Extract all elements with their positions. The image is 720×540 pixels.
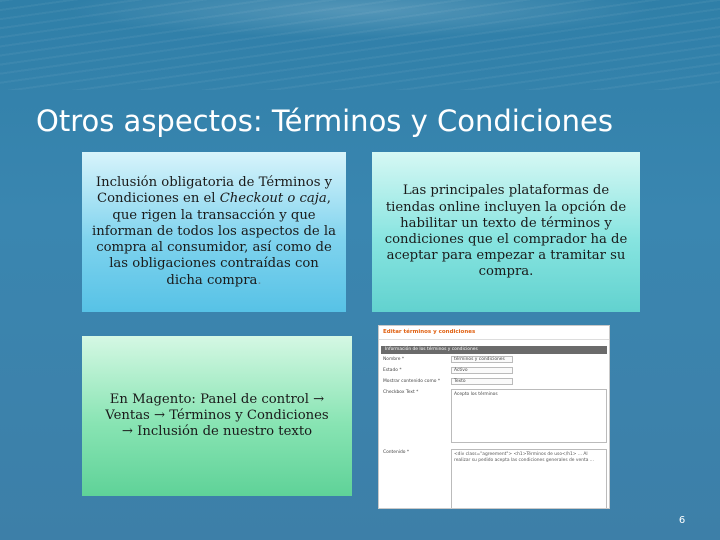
screenshot-row-display (383, 378, 605, 387)
checkout-text-end: . (257, 272, 262, 288)
screenshot-label: Checkbox Text * (383, 390, 419, 395)
checkout-text-part2: , que rigen la transacción y que informan de todos los aspectos de la compra al consumidor, así como de las obligaciones contraídas con dicha compra (91, 191, 336, 288)
magento-screenshot (378, 325, 610, 509)
checkout-text-part1: Inclusión obligatoria de Términos y Condiciones en el (95, 175, 333, 207)
screenshot-row-status (383, 367, 605, 376)
info-box-magento (82, 336, 352, 496)
info-box-platforms-text: Las principales plataformas de tiendas online incluyen la opción de habilitar un texto de términos y condiciones que el comprador ha de aceptar para empezar a tramitar su compra. (384, 183, 628, 280)
arrow-icon: → (154, 407, 166, 423)
arrow-icon: → (121, 424, 133, 440)
checkout-text-italic: Checkout o caja (219, 191, 327, 207)
screenshot-field: Activo (451, 367, 513, 374)
screenshot-label: Contenido * (383, 450, 410, 455)
arrow-icon: → (313, 391, 325, 407)
magento-text-part3: Términos y Condiciones (165, 407, 329, 423)
info-box-checkout (82, 152, 346, 312)
slide-title: Otros aspectos: Términos y Condiciones (36, 104, 613, 138)
info-box-checkout-text (90, 175, 338, 288)
screenshot-field: términos y condiciones (451, 356, 513, 363)
screenshot-section-bar: Información de los términos y condiciones (381, 346, 607, 354)
header-wave-decoration (0, 0, 720, 90)
magento-text-part4: Inclusión de nuestro texto (132, 424, 313, 440)
screenshot-row-name (383, 356, 605, 365)
magento-text-part1: En Magento: Panel de control (109, 391, 314, 407)
info-box-magento-text (90, 392, 344, 441)
screenshot-row-content (383, 449, 605, 509)
screenshot-textarea: Acepto los términos (451, 389, 607, 443)
screenshot-label: Mostrar contenido como * (383, 379, 441, 384)
screenshot-label: Nombre * (383, 357, 405, 362)
screenshot-content-area: <div class="agreement"> <h1>Términos de uso</h1> ... Al realizar su pedido acepta las condiciones generales de venta ... (451, 449, 607, 509)
screenshot-field: Texto (451, 378, 513, 385)
page-number: 6 (678, 515, 686, 526)
info-box-platforms (372, 152, 640, 312)
screenshot-label: Estado * (383, 368, 402, 373)
screenshot-heading: Editar términos y condiciones (379, 326, 609, 340)
screenshot-row-checkbox-text (383, 389, 605, 447)
magento-text-part2: Ventas (105, 407, 155, 423)
